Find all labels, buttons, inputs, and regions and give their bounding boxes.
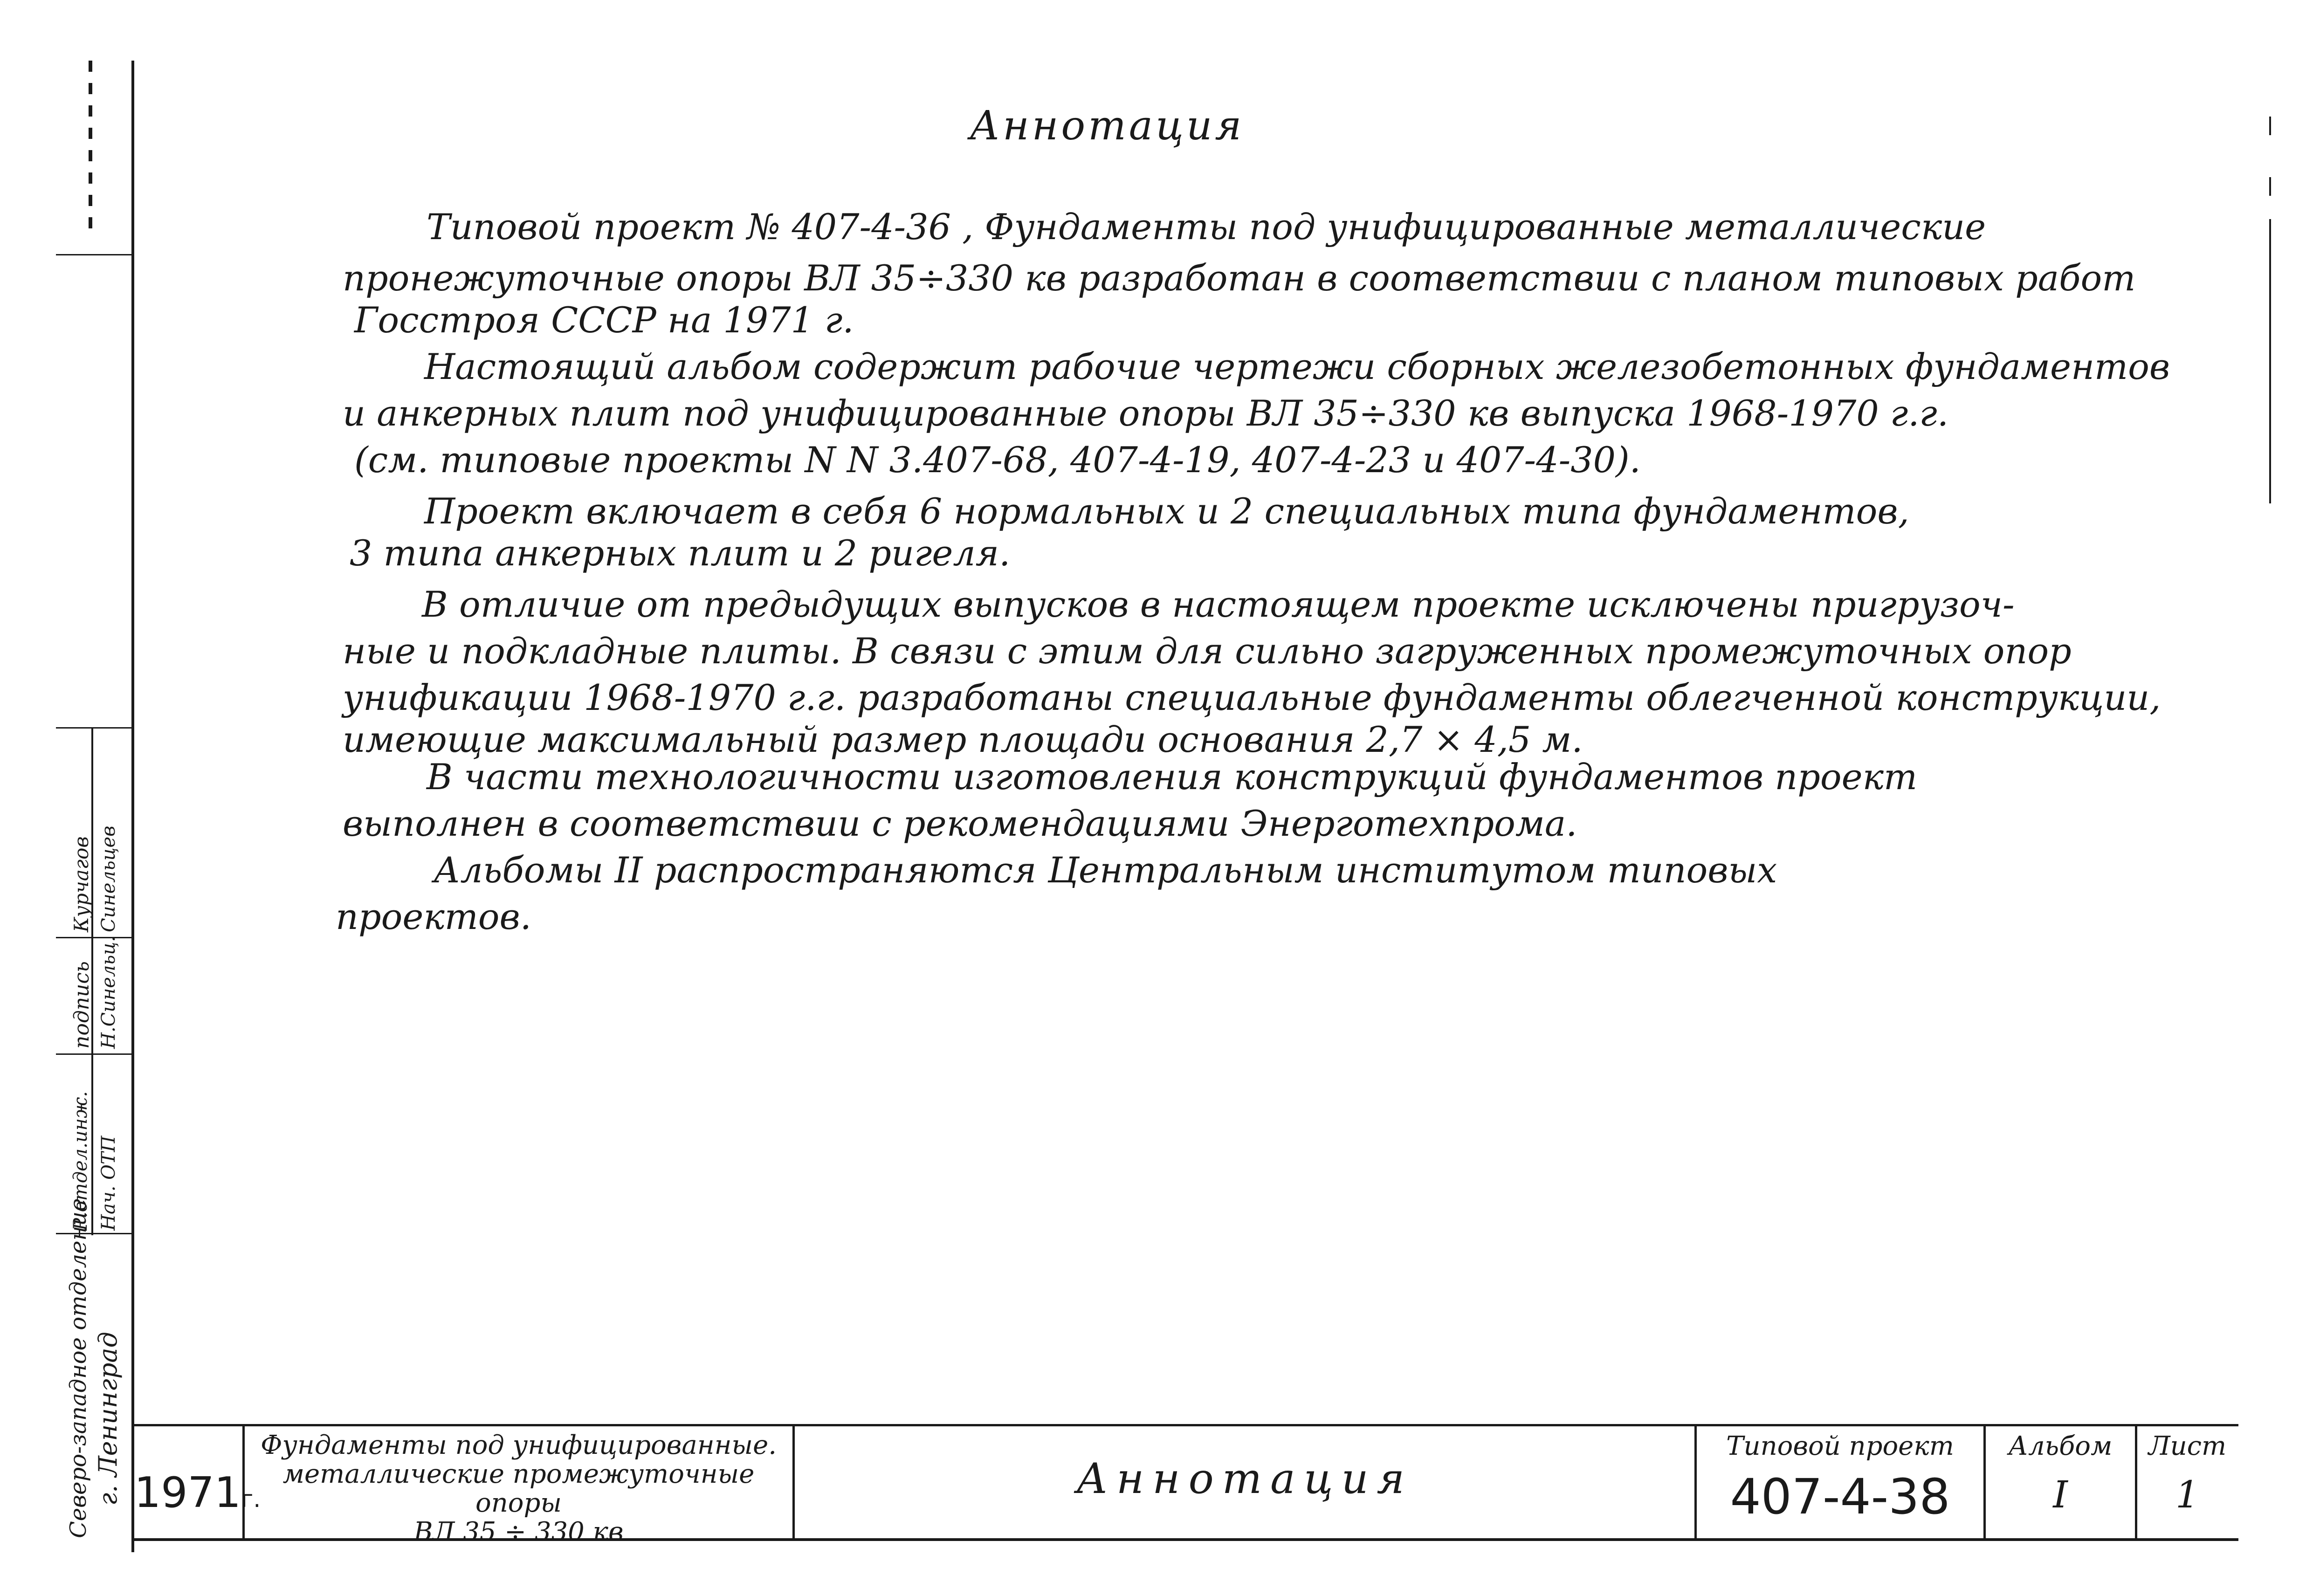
stamp-signature: Н.Синельц. <box>98 936 119 1049</box>
stamp-divider <box>56 727 131 729</box>
title-block-project-label: Типовой проект <box>1726 1431 1954 1461</box>
title-block-year: 1971г. <box>134 1468 261 1517</box>
title-block-sheet-title: Аннотация <box>1076 1454 1413 1503</box>
annotation-line: Проект включает в себя 6 нормальных и 2 специальных типа фундаментов, <box>424 490 1909 532</box>
stamp-divider <box>56 254 131 255</box>
annotation-line: Альбомы II распространяются Центральным институтом типовых <box>434 849 1777 891</box>
annotation-line: имеющие максимальный размер площади основания 2,7 × 4,5 м. <box>343 719 1583 760</box>
stamp-org: Северо-западное отделение <box>65 1198 91 1538</box>
stamp-divider <box>56 1053 131 1055</box>
title-block-sheet-label: Лист <box>2148 1431 2227 1461</box>
title-block-sheet-value: 1 <box>2175 1473 2199 1516</box>
title-block-top-border <box>131 1424 2238 1426</box>
annotation-line: и анкерных плит под унифицированные опоры ВЛ 35÷330 кв выпуска 1968-1970 г.г. <box>343 392 1948 434</box>
annotation-line: пронежуточные опоры ВЛ 35÷330 кв разработан в соответствии с планом типовых работ <box>343 257 2136 299</box>
stamp-city: г. Ленинград <box>93 1332 123 1506</box>
annotation-line: В отличие от предыдущих выпусков в настоящем проекте исключены пригрузоч- <box>422 584 2015 625</box>
annotation-line: (см. типовые проекты N N 3.407-68, 407-4-19, 407-4-23 и 407-4-30). <box>354 439 1641 481</box>
annotation-line: В части технологичности изготовления конструкций фундаментов проект <box>427 756 1918 798</box>
annotation-line: Госстроя СССР на 1971 г. <box>354 299 854 341</box>
margin-tick <box>2269 177 2271 196</box>
annotation-line: Типовой проект № 407-4-36 , Фундаменты под унифицированные металлические <box>427 206 1986 248</box>
annotation-title: Аннотация <box>970 103 1245 149</box>
annotation-line: 3 типа анкерных плит и 2 ригеля. <box>350 532 1011 574</box>
title-block-subject: Фундаменты под унифицированные. металлические промежуточные опоры ВЛ 35 ÷ 330 кв <box>260 1430 777 1547</box>
frame-left-border <box>131 61 134 1552</box>
stamp-name: Курчагов <box>70 836 93 932</box>
title-block-project-number: 407-4-38 <box>1730 1468 1950 1525</box>
annotation-line: ные и подкладные плиты. В связи с этим для сильно загруженных промежуточных опор <box>343 630 2072 672</box>
stamp-role: Нач. ОТП <box>98 1135 119 1231</box>
annotation-line: Настоящий альбом содержит рабочие чертежи сборных железобетонных фундаментов <box>424 346 2170 387</box>
title-block-album-label: Альбом <box>2008 1431 2113 1461</box>
annotation-line: проектов. <box>336 896 531 937</box>
annotation-line: унификации 1968-1970 г.г. разработаны специальные фундаменты облегченной конструкции, <box>343 677 2161 718</box>
annotation-line: выполнен в соответствии с рекомендациями Энерготехпрома. <box>343 803 1577 844</box>
margin-tick <box>2269 117 2271 135</box>
stamp-signature: подпись <box>70 961 94 1049</box>
margin-tick <box>2269 219 2271 503</box>
stamp-name: Синельцев <box>98 826 119 932</box>
title-block-album-value: I <box>2053 1473 2068 1516</box>
stamp-divider <box>56 937 131 938</box>
edge-marks <box>89 61 92 238</box>
stamp-role: Р.отдел.инж. <box>70 1091 91 1231</box>
